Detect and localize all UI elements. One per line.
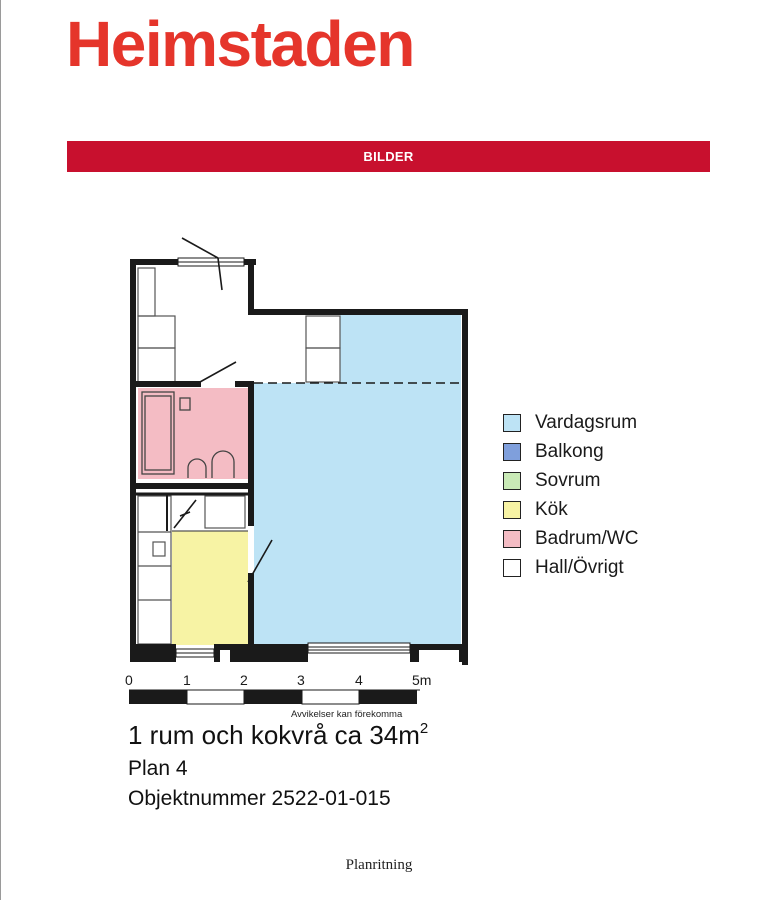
legend-swatch-badrum — [503, 530, 521, 548]
scale-note: Avvikelser kan förekomma — [291, 709, 403, 720]
legend-label: Vardagsrum — [535, 411, 638, 433]
legend-swatch-hall — [503, 559, 521, 577]
living-room-upper — [340, 314, 461, 385]
floor-level: Plan 4 — [128, 757, 188, 780]
legend-item — [503, 437, 638, 466]
legend-label: Balkong — [535, 440, 604, 462]
object-number: Objektnummer 2522-01-015 — [128, 787, 391, 810]
scale-tick-3: 3 — [297, 672, 305, 688]
legend-item — [503, 408, 638, 437]
legend-swatch-sovrum — [503, 472, 521, 490]
bathroom — [138, 388, 248, 479]
kitchen — [172, 531, 248, 645]
legend-item — [503, 466, 638, 495]
banner-label: BILDER — [363, 149, 414, 164]
room-legend — [503, 408, 638, 582]
living-room — [254, 383, 461, 645]
scale-ticks — [125, 672, 431, 688]
scale-tick-1: 1 — [183, 672, 191, 688]
legend-label: Kök — [535, 498, 568, 520]
scale-tick-0: 0 — [125, 672, 133, 688]
legend-label: Badrum/WC — [535, 527, 639, 549]
apartment-title-superscript: 2 — [419, 720, 429, 737]
scale-tick-4: 4 — [355, 672, 363, 688]
legend-item — [503, 553, 638, 582]
scale-tick-5: 5m — [412, 672, 432, 688]
apartment-title — [128, 720, 428, 751]
scale-bar — [129, 690, 420, 704]
legend-swatch-vardagsrum — [503, 414, 521, 432]
legend-item — [503, 495, 638, 524]
legend-label: Hall/Övrigt — [535, 556, 624, 578]
brand-logo: Heimstaden — [66, 8, 414, 80]
scale-tick-2: 2 — [240, 672, 248, 688]
legend-item — [503, 524, 638, 553]
apartment-title-text: 1 rum och kokvrå ca 34m — [128, 720, 420, 750]
image-caption: Planritning — [345, 857, 413, 873]
legend-swatch-kok — [503, 501, 521, 519]
legend-swatch-balkong — [503, 443, 521, 461]
legend-label: Sovrum — [535, 469, 601, 491]
